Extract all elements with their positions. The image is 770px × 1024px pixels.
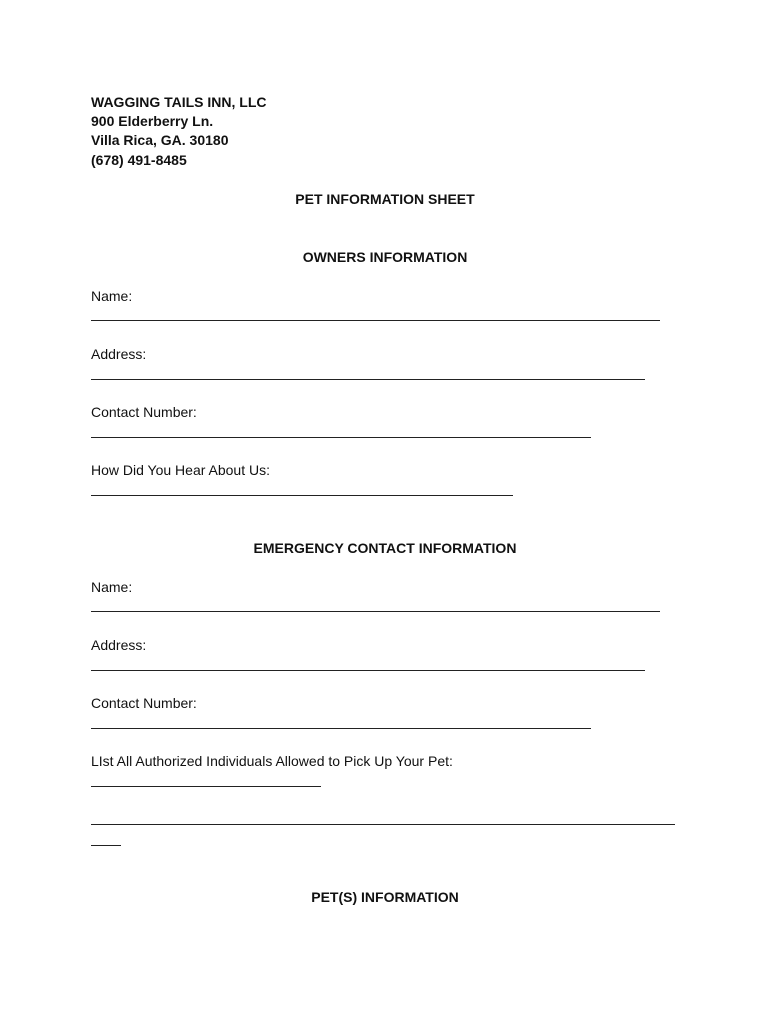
company-phone: (678) 491-8485: [91, 152, 187, 168]
authorized-pickup-line-1[interactable]: [91, 786, 321, 787]
owner-address-label: Address:: [91, 346, 147, 362]
company-city: Villa Rica, GA. 30180: [91, 132, 229, 148]
company-name: WAGGING TAILS INN, LLC: [91, 94, 267, 110]
emergency-name-label: Name:: [91, 579, 133, 595]
emergency-contact-line[interactable]: [91, 728, 591, 729]
owner-address-line[interactable]: [91, 379, 645, 380]
emergency-heading: EMERGENCY CONTACT INFORMATION: [253, 540, 517, 556]
hear-about-label: How Did You Hear About Us:: [91, 462, 270, 478]
authorized-pickup-line-2[interactable]: [91, 824, 675, 825]
pets-heading: PET(S) INFORMATION: [311, 889, 459, 905]
emergency-address-line[interactable]: [91, 670, 645, 671]
owner-contact-line[interactable]: [91, 437, 591, 438]
authorized-pickup-label: LIst All Authorized Individuals Allowed to Pick Up Your Pet:: [91, 753, 453, 769]
owner-contact-label: Contact Number:: [91, 404, 197, 420]
hear-about-line[interactable]: [91, 495, 513, 496]
page-title: PET INFORMATION SHEET: [295, 191, 475, 207]
emergency-contact-label: Contact Number:: [91, 695, 197, 711]
owner-name-line[interactable]: [91, 320, 660, 321]
owner-name-label: Name:: [91, 288, 133, 304]
authorized-pickup-line-3[interactable]: [91, 845, 121, 846]
emergency-address-label: Address:: [91, 637, 147, 653]
owners-heading: OWNERS INFORMATION: [302, 249, 468, 265]
emergency-name-line[interactable]: [91, 611, 660, 612]
company-street: 900 Elderberry Ln.: [91, 113, 214, 129]
